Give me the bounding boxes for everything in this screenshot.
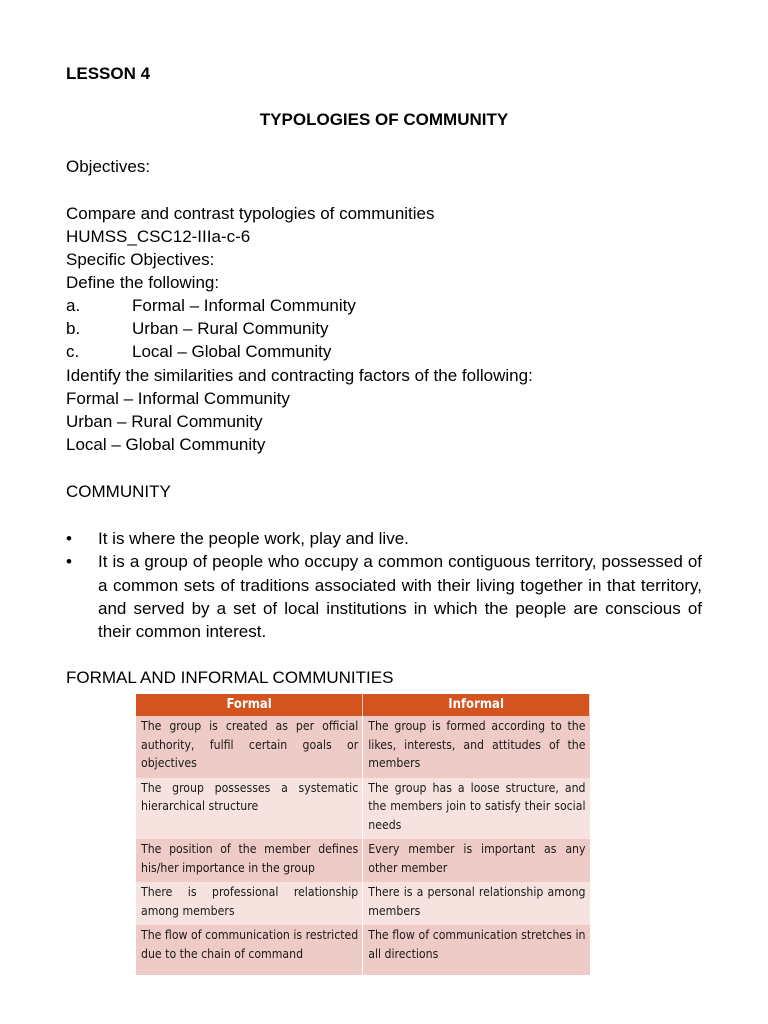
identify-line: Formal – Informal Community: [66, 389, 290, 408]
formal-informal-table: [136, 694, 590, 975]
bullet-item: [66, 527, 702, 550]
table-cell: There is professional relationship among members: [136, 882, 363, 925]
table-cell: The position of the member defines his/her importance in the group: [136, 839, 363, 882]
table-cell: The group possesses a systematic hierarchical structure: [136, 778, 363, 840]
formal-informal-heading: FORMAL AND INFORMAL COMMUNITIES: [66, 668, 394, 687]
bullet-icon: •: [66, 529, 72, 548]
table-cell: Every member is important as any other member: [363, 839, 590, 882]
define-item-text: Formal – Informal Community: [132, 296, 356, 315]
table-cell: The group is formed according to the likes, interests, and attitudes of the members: [363, 716, 590, 778]
table-row: [136, 778, 590, 840]
define-item-text: Local – Global Community: [132, 342, 332, 361]
objective-line: Specific Objectives:: [66, 250, 215, 269]
bullet-text: It is where the people work, play and live.: [98, 529, 409, 548]
table-cell: The flow of communication stretches in all directions: [363, 925, 590, 975]
page-title: TYPOLOGIES OF COMMUNITY: [259, 110, 509, 129]
table-row: [136, 882, 590, 925]
identify-line: Identify the similarities and contracting factors of the following:: [66, 366, 533, 385]
table-cell: The group has a loose structure, and the members join to satisfy their social needs: [363, 778, 590, 840]
define-item-text: Urban – Rural Community: [132, 319, 329, 338]
community-bullet-list: [66, 527, 702, 643]
define-item: [66, 294, 356, 317]
identify-line: Local – Global Community: [66, 435, 266, 454]
identify-line: Urban – Rural Community: [66, 412, 263, 431]
objective-code: HUMSS_CSC12-IIIa-c-6: [66, 227, 251, 246]
bullet-text: It is a group of people who occupy a common contiguous territory, possessed of a common sets of traditions associated with their living together in that territory, and served by a set of local institutions in which the people are conscious of their common interest.: [98, 552, 702, 642]
define-item-letter: b.: [66, 319, 81, 338]
column-header-informal: Informal: [363, 694, 590, 716]
bullet-item: [66, 550, 702, 643]
table-cell: There is a personal relationship among members: [363, 882, 590, 925]
objectives-heading: Objectives:: [66, 157, 151, 176]
community-heading: COMMUNITY: [66, 482, 171, 501]
table-header-row: [136, 694, 590, 716]
lesson-label: LESSON 4: [66, 64, 151, 83]
table-row: [136, 839, 590, 882]
objective-line: Compare and contrast typologies of communities: [66, 204, 435, 223]
define-item-letter: c.: [66, 342, 80, 361]
define-item-letter: a.: [66, 296, 81, 315]
table-cell: The flow of communication is restricted due to the chain of command: [136, 925, 363, 975]
objective-line: Define the following:: [66, 273, 220, 292]
column-header-formal: Formal: [136, 694, 363, 716]
table-row: [136, 716, 590, 778]
define-item: [66, 340, 331, 363]
bullet-icon: •: [66, 552, 72, 572]
table-cell: The group is created as per official authority, fulfil certain goals or objectives: [136, 716, 363, 778]
table-row: [136, 925, 590, 975]
define-item: [66, 317, 329, 340]
